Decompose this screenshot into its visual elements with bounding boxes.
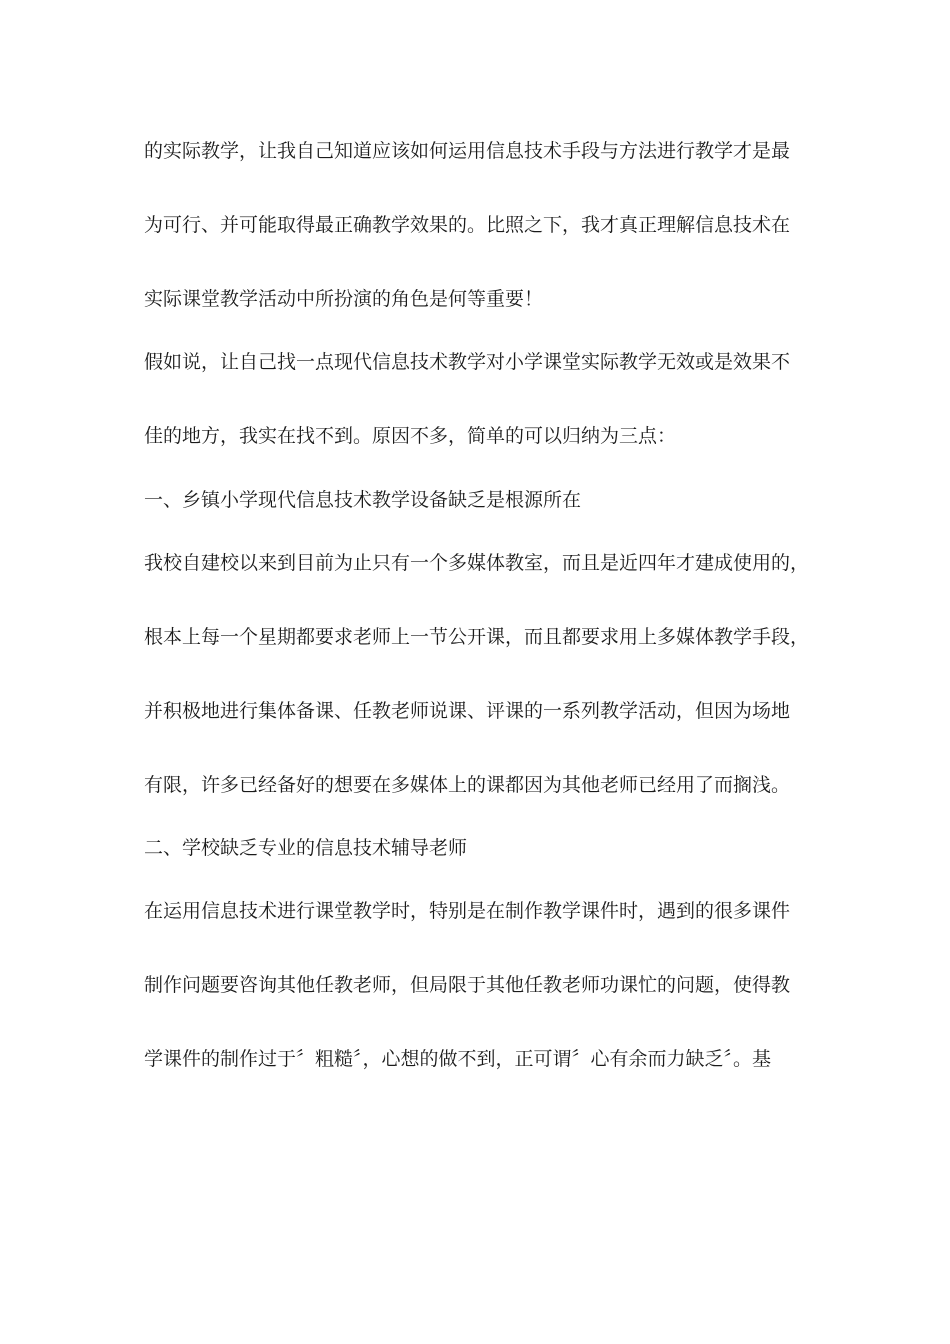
paragraph-line: 并积极地进行集体备课、任教老师说课、评课的一系列教学活动，但因为场地 — [144, 700, 791, 722]
paragraph-line: 的实际教学，让我自己知道应该如何运用信息技术手段与方法进行教学才是最 — [144, 140, 791, 162]
paragraph-line: 实际课堂教学活动中所扮演的角色是何等重要！ — [144, 288, 544, 310]
paragraph-line: 有限，许多已经备好的想要在多媒体上的课都因为其他老师已经用了而搁浅。 — [144, 774, 791, 796]
paragraph-line: 我校自建校以来到目前为止只有一个多媒体教室，而且是近四年才建成使用的， — [144, 552, 810, 574]
paragraph-line: 为可行、并可能取得最正确教学效果的。比照之下，我才真正理解信息技术在 — [144, 214, 791, 236]
paragraph-line: 根本上每一个星期都要求老师上一节公开课，而且都要求用上多媒体教学手段， — [144, 626, 810, 648]
paragraph-line: 学课件的制作过于〞粗糙〞，心想的做不到，正可谓〞心有余而力缺乏〞。基 — [144, 1048, 772, 1070]
paragraph-line: 在运用信息技术进行课堂教学时，特别是在制作教学课件时，遇到的很多课件 — [144, 900, 791, 922]
paragraph-line: 佳的地方，我实在找不到。原因不多，简单的可以归纳为三点： — [144, 425, 677, 447]
section-heading: 二、学校缺乏专业的信息技术辅导老师 — [144, 837, 468, 859]
paragraph-line: 假如说，让自己找一点现代信息技术教学对小学课堂实际教学无效或是效果不 — [144, 351, 791, 373]
section-heading: 一、乡镇小学现代信息技术教学设备缺乏是根源所在 — [144, 489, 582, 511]
paragraph-line: 制作问题要咨询其他任教老师，但局限于其他任教老师功课忙的问题，使得教 — [144, 974, 791, 996]
